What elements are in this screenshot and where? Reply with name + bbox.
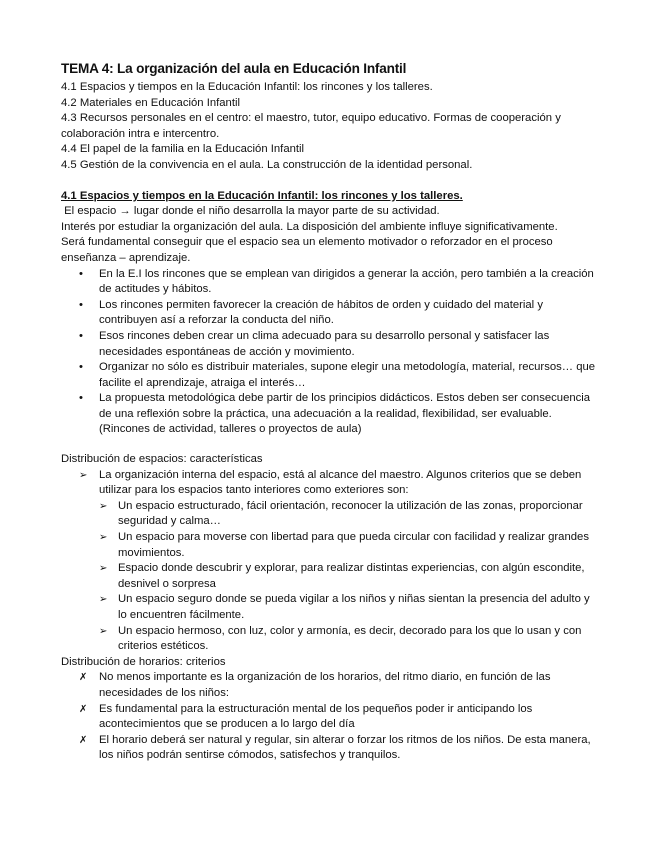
list-item: • En la E.I los rincones que se emplean van dirigidos a generar la acción, pero también a la creación de actitudes y hábitos. bbox=[61, 267, 601, 298]
arrow-icon: ➢ bbox=[99, 563, 108, 575]
spaces-lead: La organización interna del espacio, está al alcance del maestro. Algunos criterios que se deben utilizar para los espacios tanto interiores como exteriores son: bbox=[99, 468, 582, 497]
list-item bbox=[61, 468, 601, 655]
list-item bbox=[61, 592, 601, 623]
toc-item: 4.1 Espacios y tiempos en la Educación Infantil: los rincones y los talleres. bbox=[61, 81, 433, 93]
intro-line: El espacio → lugar donde el niño desarrolla la mayor parte de su actividad. bbox=[61, 205, 440, 218]
table-of-contents bbox=[61, 80, 601, 174]
cross-icon: ✗ bbox=[79, 672, 88, 684]
toc-item: 4.5 Gestión de la convivencia en el aula. La construcción de la identidad personal. bbox=[61, 158, 473, 171]
document-title: TEMA 4: La organización del aula en Educación Infantil bbox=[61, 61, 407, 76]
list-item: • La propuesta metodológica debe partir de los principios didácticos. Estos deben ser consecuencia de una reflexión sobre la práctica, una adecuación a la realidad, flexibilidad, ser evaluable. (Rincones de actividad, talleres o proyectos de aula) bbox=[61, 391, 601, 438]
cross-icon: ✗ bbox=[79, 734, 88, 746]
bullet-list bbox=[61, 267, 601, 439]
spaces-heading: Distribución de espacios: características bbox=[61, 453, 263, 466]
list-item bbox=[61, 670, 601, 701]
toc-item: 4.3 Recursos personales en el centro: el maestro, tutor, equipo educativo. Formas de cooperación y colaboración intra e intercentro. bbox=[61, 112, 561, 140]
arrow-icon: ➢ bbox=[99, 594, 108, 606]
arrow-icon: ➢ bbox=[99, 500, 108, 512]
spaces-list bbox=[61, 468, 601, 655]
cross-icon: ✗ bbox=[79, 703, 88, 715]
list-item bbox=[61, 624, 601, 655]
toc-item: 4.2 Materiales en Educación Infantil bbox=[61, 96, 240, 109]
document-page bbox=[61, 60, 601, 764]
criterion-text: Un espacio estructurado, fácil orientación, reconocer la utilización de las zonas, proporcionar seguridad y calma… bbox=[118, 499, 583, 528]
arrow-icon: ➢ bbox=[99, 532, 108, 544]
list-item bbox=[61, 530, 601, 561]
section-heading: 4.1 Espacios y tiempos en la Educación Infantil: los rincones y los talleres. bbox=[61, 189, 463, 202]
criterion-text: Un espacio hermoso, con luz, color y armonía, es decir, decorado para los que lo usan y con criterios estéticos. bbox=[118, 624, 582, 653]
schedule-text: El horario deberá ser natural y regular, sin alterar o forzar los ritmos de los niños. De esta manera, los niños podrán sentirse cómodos, satisfechos y tranquilos. bbox=[99, 733, 591, 762]
list-item bbox=[61, 733, 601, 764]
schedules-list bbox=[61, 670, 601, 764]
criterion-text: Un espacio para moverse con libertad para que pueda circular con facilidad y realizar grandes movimientos. bbox=[118, 531, 589, 559]
list-item: • Los rincones permiten favorecer la creación de hábitos de orden y cuidado del material y contribuyen así a reforzar la conducta del niño. bbox=[61, 298, 601, 329]
schedules-heading: Distribución de horarios: criterios bbox=[61, 655, 226, 668]
intro-line: Será fundamental conseguir que el espacio sea un elemento motivador o reforzador en el proceso enseñanza – aprendizaje. bbox=[61, 236, 553, 264]
list-item: • Organizar no sólo es distribuir materiales, supone elegir una metodología, material, recursos… que facilite el aprendizaje, atraiga el interés… bbox=[61, 360, 601, 391]
arrow-icon: ➢ bbox=[79, 469, 88, 481]
arrow-icon: ➢ bbox=[99, 625, 108, 637]
criteria-list bbox=[61, 499, 601, 655]
criterion-text: Un espacio seguro donde se pueda vigilar a los niños y niñas sientan la presencia del adulto y lo encuentren fácilmente. bbox=[118, 593, 590, 621]
schedule-text: No menos importante es la organización de los horarios, del ritmo diario, en función de las necesidades de los niños: bbox=[99, 671, 551, 699]
schedule-text: Es fundamental para la estructuración mental de los pequeños poder ir anticipando los acontecimientos que se producen a lo largo del día bbox=[99, 702, 533, 731]
list-item bbox=[61, 499, 601, 530]
intro-line: Interés por estudiar la organización del aula. La disposición del ambiente influye significativamente. bbox=[61, 220, 558, 233]
list-item bbox=[61, 561, 601, 592]
list-item bbox=[61, 702, 601, 733]
criterion-text: Espacio donde descubrir y explorar, para realizar distintas experiencias, con algún escondite, desnivel o sorpresa bbox=[118, 562, 585, 590]
toc-item: 4.4 El papel de la familia en la Educación Infantil bbox=[61, 143, 305, 156]
list-item: • Esos rincones deben crear un clima adecuado para su desarrollo personal y satisfacer las necesidades espontáneas de acción y movimiento. bbox=[61, 329, 601, 360]
